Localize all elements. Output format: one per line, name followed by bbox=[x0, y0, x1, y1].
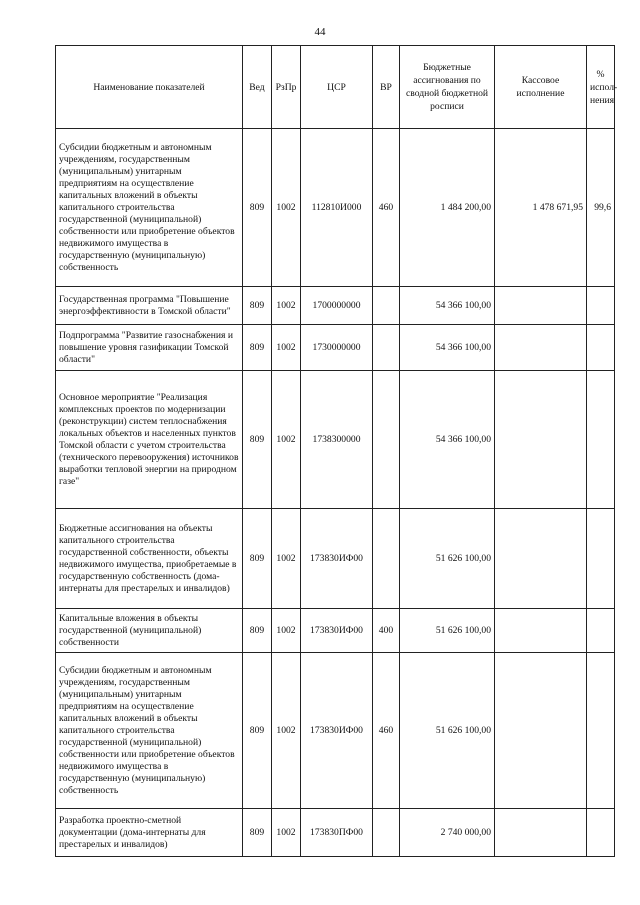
row-budget: 54 366 100,00 bbox=[400, 287, 495, 325]
row-ved: 809 bbox=[243, 325, 272, 371]
row-percent: 99,6 bbox=[587, 129, 615, 287]
row-cash bbox=[495, 653, 587, 809]
row-budget: 54 366 100,00 bbox=[400, 325, 495, 371]
header-budget: Бюджетные ассигнования по сводной бюджетной росписи bbox=[400, 46, 495, 129]
row-cash: 1 478 671,95 bbox=[495, 129, 587, 287]
row-percent bbox=[587, 653, 615, 809]
row-name: Капитальные вложения в объекты государственной (муниципальной) собственности bbox=[56, 609, 243, 653]
page-number: 44 bbox=[314, 26, 326, 38]
row-ved: 809 bbox=[243, 371, 272, 509]
row-rzpr: 1002 bbox=[272, 287, 301, 325]
row-percent bbox=[587, 325, 615, 371]
table-header-row bbox=[56, 46, 615, 129]
header-cash: Кассовое исполнение bbox=[495, 46, 587, 129]
table-row bbox=[56, 509, 615, 609]
row-csr: 1738300000 bbox=[301, 371, 373, 509]
row-ved: 809 bbox=[243, 809, 272, 857]
row-percent bbox=[587, 809, 615, 857]
row-cash bbox=[495, 609, 587, 653]
header-name: Наименование показателей bbox=[56, 46, 243, 129]
row-budget: 51 626 100,00 bbox=[400, 509, 495, 609]
row-rzpr: 1002 bbox=[272, 509, 301, 609]
row-name: Субсидии бюджетным и автономным учреждениям, государственным (муниципальным) унитарным предприятиям на осуществление капитальных вложений в объекты капитального строительства государственной (муниципальной) собственности или приобретение объектов недвижимого имущества в государственную (муниципальную) собственность bbox=[56, 653, 243, 809]
row-budget: 51 626 100,00 bbox=[400, 653, 495, 809]
row-budget: 2 740 000,00 bbox=[400, 809, 495, 857]
row-vr: 460 bbox=[373, 653, 400, 809]
table-row bbox=[56, 609, 615, 653]
row-name: Государственная программа "Повышение энергоэффективности в Томской области" bbox=[56, 287, 243, 325]
row-csr: 173830ИФ00 bbox=[301, 653, 373, 809]
row-vr bbox=[373, 325, 400, 371]
row-vr: 460 bbox=[373, 129, 400, 287]
row-vr bbox=[373, 371, 400, 509]
row-name: Основное мероприятие "Реализация комплексных проектов по модернизации (реконструкции) систем теплоснабжения локальных объектов и населенных пунктов Томской области с учетом строительства (технического перевооружения) источников выработки тепловой энергии на природном газе" bbox=[56, 371, 243, 509]
table-row bbox=[56, 371, 615, 509]
row-percent bbox=[587, 371, 615, 509]
table-row bbox=[56, 287, 615, 325]
row-cash bbox=[495, 287, 587, 325]
row-ved: 809 bbox=[243, 509, 272, 609]
row-name: Бюджетные ассигнования на объекты капитального строительства государственной собственности, объекты недвижимого имущества, приобретаемые в государственную собственность (дома-интернаты для престарелых и инвалидов) bbox=[56, 509, 243, 609]
table-row bbox=[56, 129, 615, 287]
row-budget: 54 366 100,00 bbox=[400, 371, 495, 509]
row-csr: 173830ПФ00 bbox=[301, 809, 373, 857]
row-csr: 112810И000 bbox=[301, 129, 373, 287]
row-rzpr: 1002 bbox=[272, 325, 301, 371]
row-rzpr: 1002 bbox=[272, 129, 301, 287]
row-csr: 173830ИФ00 bbox=[301, 609, 373, 653]
row-ved: 809 bbox=[243, 653, 272, 809]
table-row bbox=[56, 325, 615, 371]
row-ved: 809 bbox=[243, 129, 272, 287]
row-ved: 809 bbox=[243, 287, 272, 325]
row-vr bbox=[373, 809, 400, 857]
budget-execution-table bbox=[55, 45, 618, 857]
header-vr: ВР bbox=[373, 46, 400, 129]
row-name: Подпрограмма "Развитие газоснабжения и повышение уровня газификации Томской области" bbox=[56, 325, 243, 371]
table-row bbox=[56, 809, 615, 857]
row-rzpr: 1002 bbox=[272, 609, 301, 653]
row-percent bbox=[587, 609, 615, 653]
row-cash bbox=[495, 371, 587, 509]
row-name: Разработка проектно-сметной документации (дома-интернаты для престарелых и инвалидов) bbox=[56, 809, 243, 857]
row-rzpr: 1002 bbox=[272, 371, 301, 509]
header-ved: Вед bbox=[243, 46, 272, 129]
row-budget: 1 484 200,00 bbox=[400, 129, 495, 287]
row-csr: 1700000000 bbox=[301, 287, 373, 325]
header-rzpr: РзПр bbox=[272, 46, 301, 129]
header-percent: % испол-нения bbox=[587, 46, 615, 129]
row-ved: 809 bbox=[243, 609, 272, 653]
row-vr bbox=[373, 509, 400, 609]
row-cash bbox=[495, 809, 587, 857]
row-percent bbox=[587, 287, 615, 325]
row-percent bbox=[587, 509, 615, 609]
header-csr: ЦСР bbox=[301, 46, 373, 129]
row-vr: 400 bbox=[373, 609, 400, 653]
row-cash bbox=[495, 509, 587, 609]
row-rzpr: 1002 bbox=[272, 809, 301, 857]
row-budget: 51 626 100,00 bbox=[400, 609, 495, 653]
row-vr bbox=[373, 287, 400, 325]
row-cash bbox=[495, 325, 587, 371]
row-rzpr: 1002 bbox=[272, 653, 301, 809]
row-csr: 173830ИФ00 bbox=[301, 509, 373, 609]
row-name: Субсидии бюджетным и автономным учреждениям, государственным (муниципальным) унитарным предприятиям на осуществление капитальных вложений в объекты капитального строительства государственной (муниципальной) собственности или приобретение объектов недвижимого имущества в государственную (муниципальную) собственность bbox=[56, 129, 243, 287]
table-row bbox=[56, 653, 615, 809]
row-csr: 1730000000 bbox=[301, 325, 373, 371]
